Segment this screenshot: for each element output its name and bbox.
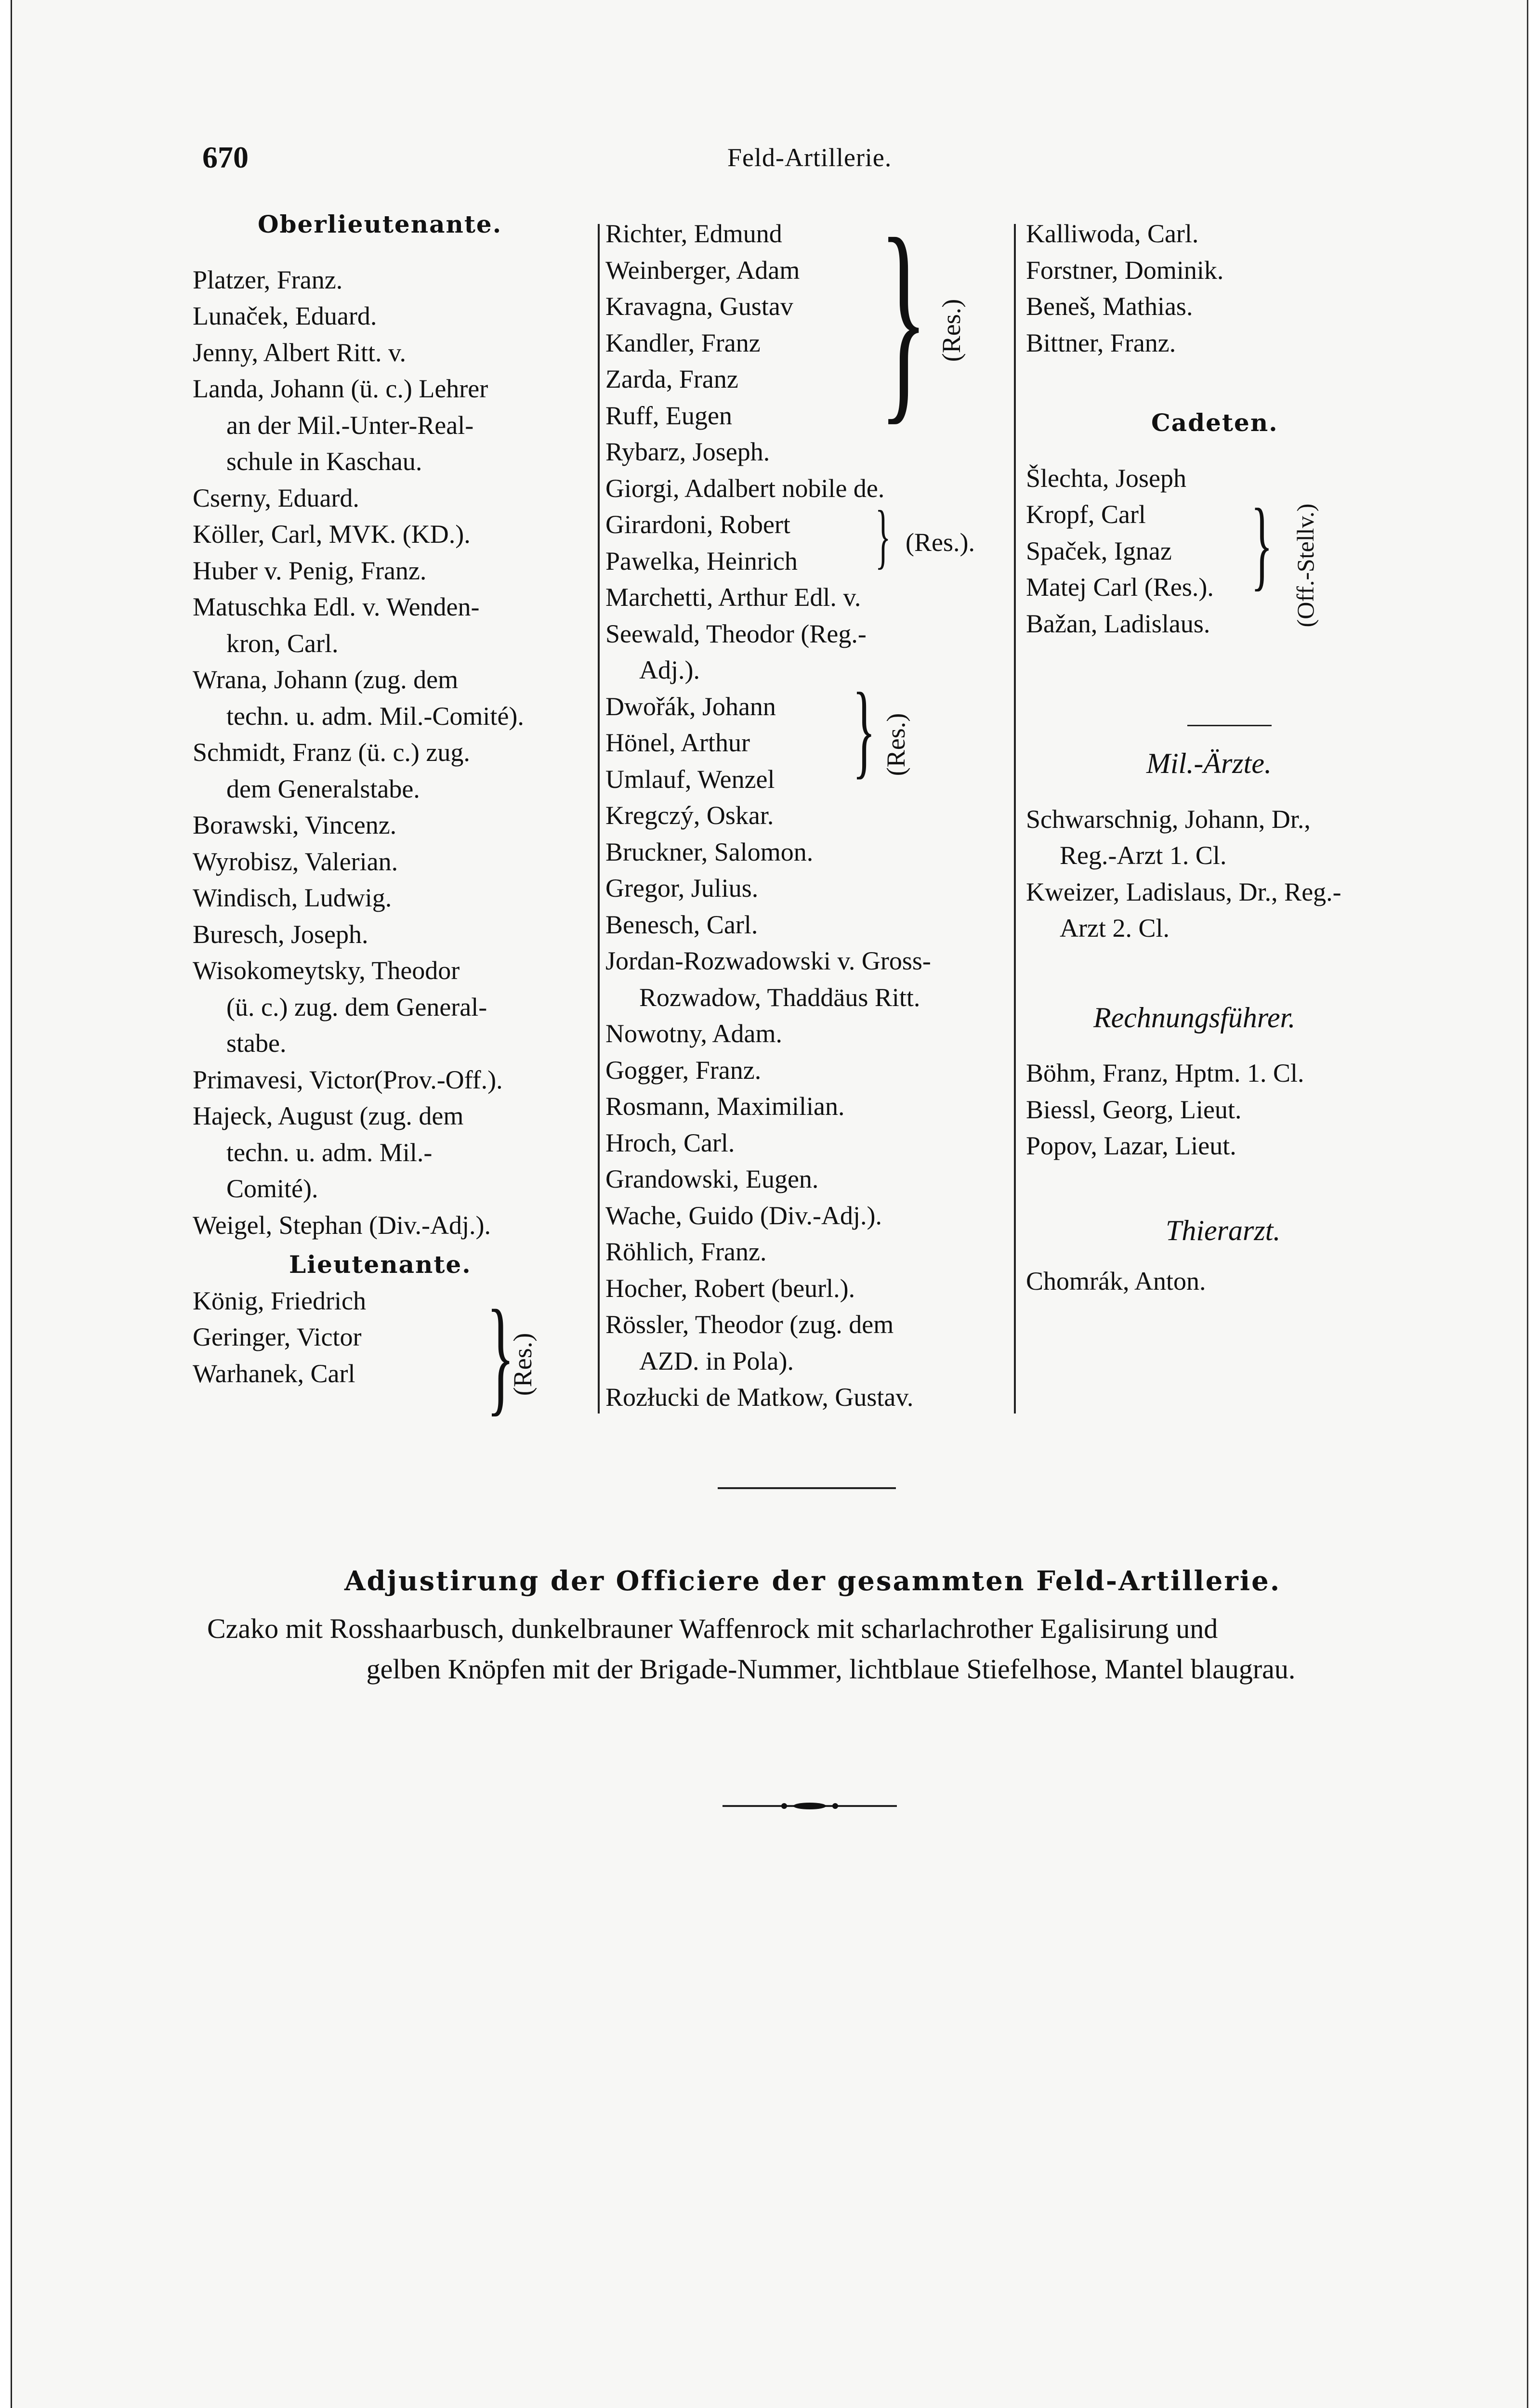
list-item: dem Generalstabe.	[226, 774, 420, 803]
adjustirung-line-2: gelben Knöpfen mit der Brigade-Nummer, lichtblaue Stiefelhose, Mantel blaugrau.	[366, 1653, 1296, 1685]
list-item: Arzt 2. Cl.	[1060, 914, 1169, 942]
list-item: Hönel, Arthur	[605, 728, 750, 757]
list-item: Reg.-Arzt 1. Cl.	[1060, 841, 1227, 870]
list-item: Chomrák, Anton.	[1026, 1267, 1206, 1296]
list-item: Kregczý, Oskar.	[605, 801, 774, 830]
adjustirung-line-1: Czako mit Rosshaarbusch, dunkelbrauner Waffenrock mit scharlachrother Egalisirung und	[207, 1613, 1218, 1644]
res-note-lieutenants: (Res.)	[508, 1333, 537, 1396]
heading-rechnungsfuehrer: Rechnungsführer.	[1093, 1001, 1296, 1034]
list-item: Beneš, Mathias.	[1026, 292, 1193, 321]
adjustirung-text	[207, 1609, 1455, 1689]
list-item: Grandowski, Eugen.	[605, 1165, 819, 1193]
list-item: Lunaček, Eduard.	[193, 301, 377, 330]
list-item: stabe.	[226, 1029, 287, 1058]
adjustirung-heading: Adjustirung der Officiere der gesammten Feld-Artillerie.	[344, 1565, 1281, 1597]
list-item: techn. u. adm. Mil.-	[226, 1138, 433, 1167]
list-item: Huber v. Penig, Franz.	[193, 556, 427, 585]
list-item: schule in Kaschau.	[226, 447, 422, 476]
list-item: Matej Carl (Res.).	[1026, 573, 1214, 602]
list-item: Rössler, Theodor (zug. dem	[605, 1310, 894, 1339]
brace-res-group-1: }	[879, 192, 928, 443]
list-item: Jordan-Rozwadowski v. Gross-	[605, 946, 931, 975]
res-note-group-2: (Res.).	[906, 528, 975, 557]
list-item: Köller, Carl, MVK. (KD.).	[193, 520, 471, 549]
res-note-group-1: (Res.)	[937, 299, 966, 362]
brace-lieutenants: }	[486, 1283, 515, 1427]
ornament-divider	[723, 1801, 897, 1811]
list-item: König, Friedrich	[193, 1286, 366, 1315]
list-item: Dwořák, Johann	[605, 692, 776, 721]
list-item: Kalliwoda, Carl.	[1026, 219, 1199, 248]
list-item: Primavesi, Victor(Prov.-Off.).	[193, 1065, 503, 1094]
list-item: Kweizer, Ladislaus, Dr., Reg.-	[1026, 877, 1341, 906]
list-item: Wyrobisz, Valerian.	[193, 847, 398, 876]
list-item: Borawski, Vincenz.	[193, 811, 397, 839]
list-item: Adj.).	[639, 655, 700, 684]
list-item: Hocher, Robert (beurl.).	[605, 1273, 855, 1303]
list-item: Hroch, Carl.	[605, 1128, 735, 1157]
list-item: Rybarz, Joseph.	[605, 437, 770, 466]
list-item: Bažan, Ladislaus.	[1026, 609, 1210, 638]
column-rule-2	[1014, 224, 1016, 1413]
list-item: Weinberger, Adam	[605, 255, 800, 285]
list-item: Cserny, Eduard.	[193, 483, 359, 512]
heading-lieutenante: Lieutenante.	[289, 1250, 472, 1279]
heading-cadeten: Cadeten.	[1151, 408, 1278, 437]
res-note-group-3: (Res.)	[881, 713, 910, 776]
list-item: Pawelka, Heinrich	[605, 546, 798, 576]
running-head: Feld-Artillerie.	[727, 143, 892, 172]
list-item: Landa, Johann (ü. c.) Lehrer	[193, 374, 488, 403]
column-2	[605, 216, 1012, 1416]
brace-cadets: }	[1251, 488, 1273, 600]
list-item: Rozłucki de Matkow, Gustav.	[605, 1383, 914, 1412]
list-item: Buresch, Joseph.	[193, 919, 368, 949]
list-item: Gogger, Franz.	[605, 1055, 762, 1085]
list-item: Platzer, Franz.	[193, 265, 343, 294]
list-item: Girardoni, Robert	[605, 510, 790, 539]
list-item: Umlauf, Wenzel	[605, 764, 775, 794]
heading-oberlieutenante: Oberlieutenante.	[258, 210, 502, 238]
list-item: Wache, Guido (Div.-Adj.).	[605, 1201, 882, 1230]
list-item: Wrana, Johann (zug. dem	[193, 665, 459, 694]
list-item: Marchetti, Arthur Edl. v.	[605, 583, 861, 612]
list-item: an der Mil.-Unter-Real-	[226, 410, 474, 440]
heading-mil-aerzte: Mil.-Ärzte.	[1146, 747, 1272, 779]
list-item: Gregor, Julius.	[605, 874, 759, 903]
list-item: Kandler, Franz	[605, 328, 761, 357]
list-item: Hajeck, August (zug. dem	[193, 1101, 464, 1130]
list-item: Comité).	[226, 1174, 318, 1203]
brace-res-group-3: }	[853, 671, 876, 788]
page-number: 670	[202, 140, 249, 174]
cadets-note: (Off.-Stellv.)	[1292, 503, 1319, 628]
list-item: Zarda, Franz	[605, 365, 738, 393]
list-item: Matuschka Edl. v. Wenden-	[193, 592, 480, 621]
list-item: Kropf, Carl	[1026, 500, 1146, 529]
list-item: Böhm, Franz, Hptm. 1. Cl.	[1026, 1059, 1304, 1087]
list-item: (ü. c.) zug. dem General-	[226, 992, 487, 1021]
brace-res-group-2: }	[875, 496, 891, 576]
list-item: Seewald, Theodor (Reg.-	[605, 619, 867, 648]
book-page	[11, 0, 1528, 2408]
list-item: Geringer, Victor	[193, 1322, 362, 1351]
list-item: Rosmann, Maximilian.	[605, 1092, 845, 1121]
list-item: Schmidt, Franz (ü. c.) zug.	[193, 738, 470, 767]
list-item: AZD. in Pola).	[639, 1346, 794, 1375]
heading-thierarzt: Thierarzt.	[1166, 1214, 1281, 1246]
list-item: Benesch, Carl.	[605, 910, 758, 939]
list-item: Biessl, Georg, Lieut.	[1026, 1095, 1242, 1124]
list-item: Weigel, Stephan (Div.-Adj.).	[193, 1210, 491, 1240]
list-item: Kravagna, Gustav	[605, 292, 793, 321]
list-item: Bruckner, Salomon.	[605, 837, 814, 866]
column-1	[193, 206, 595, 1392]
list-item: Windisch, Ludwig.	[193, 883, 392, 912]
list-item: Schwarschnig, Johann, Dr.,	[1026, 804, 1311, 834]
column-rule-1	[598, 224, 600, 1413]
list-item: Warhanek, Carl	[193, 1359, 355, 1388]
divider-short	[1187, 725, 1272, 726]
list-item: Jenny, Albert Ritt. v.	[193, 338, 406, 367]
list-item: Giorgi, Adalbert nobile de.	[605, 473, 885, 503]
list-item: Ruff, Eugen	[605, 401, 732, 430]
list-item: Richter, Edmund	[605, 219, 782, 248]
list-item: Šlechta, Joseph	[1026, 463, 1186, 493]
list-item: Rozwadow, Thaddäus Ritt.	[639, 982, 920, 1012]
list-item: Wisokomeytsky, Theodor	[193, 956, 460, 985]
list-item: Bittner, Franz.	[1026, 328, 1176, 357]
divider-footer	[718, 1487, 896, 1489]
list-item: Nowotny, Adam.	[605, 1019, 782, 1048]
list-item: techn. u. adm. Mil.-Comité).	[226, 701, 524, 731]
list-item: Röhlich, Franz.	[605, 1237, 767, 1266]
list-item: kron, Carl.	[226, 628, 339, 658]
column-3	[1026, 216, 1459, 1300]
list-item: Popov, Lazar, Lieut.	[1026, 1131, 1236, 1160]
list-item: Forstner, Dominik.	[1026, 255, 1224, 285]
list-item: Spaček, Ignaz	[1026, 536, 1172, 565]
